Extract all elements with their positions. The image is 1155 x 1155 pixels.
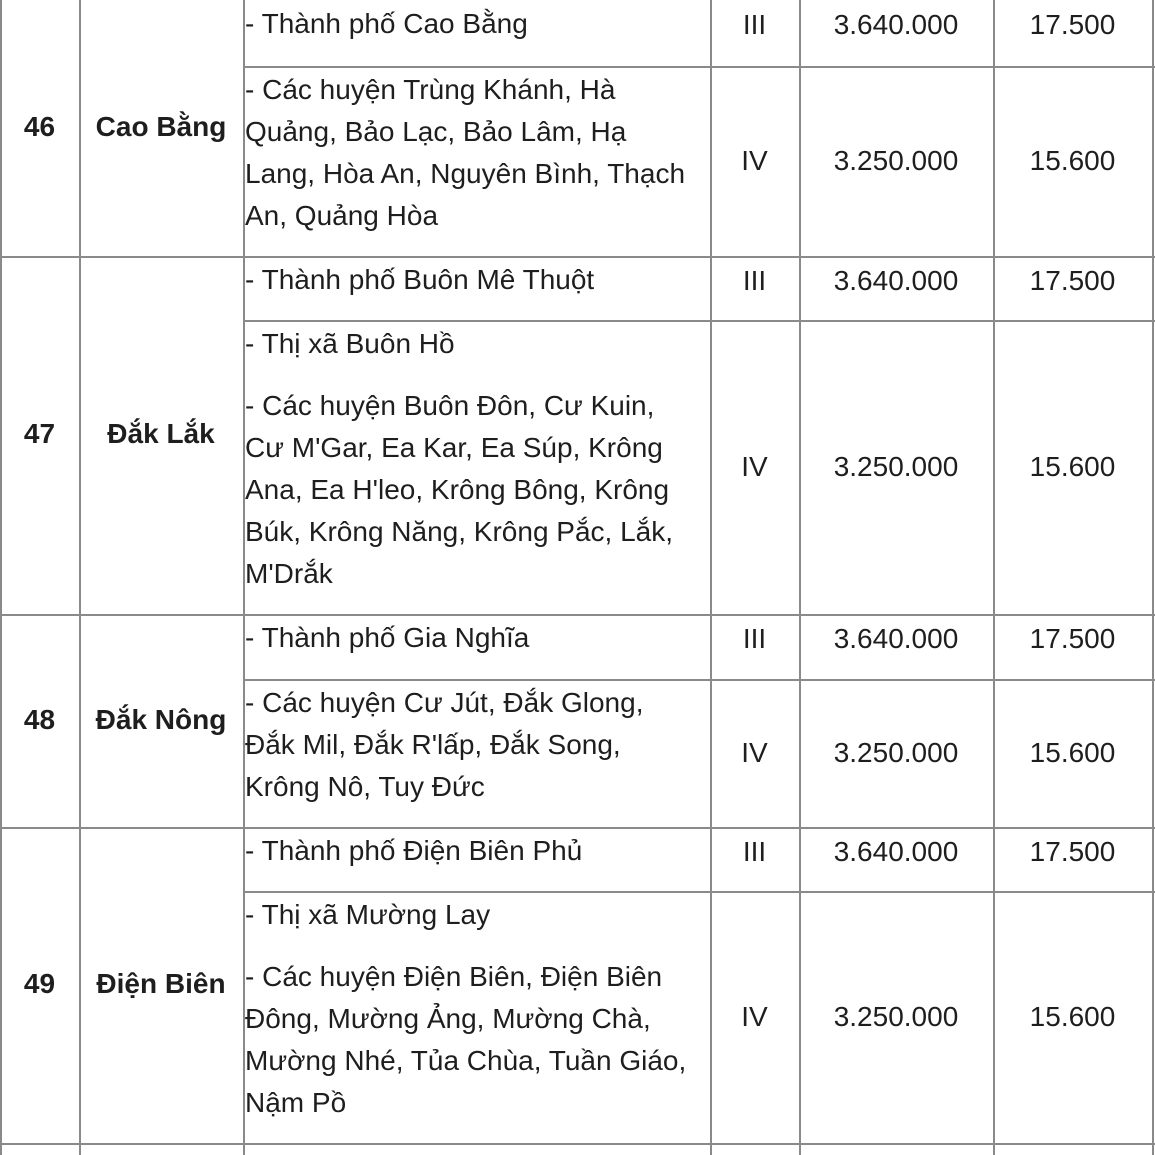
grid-line bbox=[243, 679, 1155, 681]
zone-cell: IV bbox=[741, 737, 768, 768]
area-line: - Thành phố Điện Biên Phủ bbox=[245, 835, 583, 866]
area-line: Búk, Krông Năng, Krông Pắc, Lắk, bbox=[245, 516, 674, 547]
grid-line bbox=[0, 614, 1155, 616]
monthly-wage-cell: 3.640.000 bbox=[833, 9, 959, 40]
zone-cell: III bbox=[742, 623, 767, 654]
zone-cell: III bbox=[742, 265, 767, 296]
area-line: - Thị xã Buôn Hồ bbox=[245, 328, 455, 359]
area-line: Nậm Pồ bbox=[245, 1087, 347, 1118]
area-description bbox=[245, 830, 582, 872]
area-line: An, Quảng Hòa bbox=[245, 200, 439, 231]
area-line: Lang, Hòa An, Nguyên Bình, Thạch bbox=[245, 158, 686, 189]
hourly-wage-cell: 15.600 bbox=[1029, 451, 1116, 482]
row-number: 48 bbox=[23, 703, 56, 735]
province-name: Đắk Lắk bbox=[107, 418, 215, 449]
province-name: Đắk Nông bbox=[95, 703, 227, 735]
area-description bbox=[245, 323, 673, 595]
hourly-wage-cell: 17.500 bbox=[1029, 623, 1116, 654]
area-line: Ana, Ea H'leo, Krông Bông, Krông bbox=[245, 474, 670, 505]
row-number: 46 bbox=[23, 111, 56, 142]
monthly-wage-cell: 3.640.000 bbox=[833, 265, 959, 296]
area-line: - Thành phố Gia Nghĩa bbox=[245, 622, 530, 653]
zone-cell: III bbox=[742, 9, 767, 40]
area-line: - Các huyện Trùng Khánh, Hà bbox=[245, 74, 616, 105]
area-line: - Thị xã Mường Lay bbox=[245, 899, 491, 930]
zone-cell: IV bbox=[741, 451, 768, 482]
zone-cell: IV bbox=[741, 1001, 768, 1032]
area-line: - Thành phố Buôn Mê Thuột bbox=[245, 264, 595, 295]
hourly-wage-cell: 15.600 bbox=[1029, 145, 1116, 176]
grid-line bbox=[243, 891, 1155, 893]
grid-line bbox=[0, 256, 1155, 258]
monthly-wage-cell: 3.250.000 bbox=[833, 737, 959, 768]
zone-cell: III bbox=[742, 836, 767, 867]
area-description bbox=[245, 3, 528, 45]
hourly-wage-cell: 15.600 bbox=[1029, 1001, 1116, 1032]
area-line: Mường Nhé, Tủa Chùa, Tuần Giáo, bbox=[245, 1045, 687, 1076]
area-description bbox=[245, 617, 529, 659]
area-line: Cư M'Gar, Ea Kar, Ea Súp, Krông bbox=[245, 432, 663, 463]
area-description bbox=[245, 894, 686, 1124]
hourly-wage-cell: 17.500 bbox=[1029, 9, 1116, 40]
area-line: Đông, Mường Ảng, Mường Chà, bbox=[245, 1003, 651, 1034]
area-line: - Các huyện Cư Jút, Đắk Glong, bbox=[245, 687, 644, 718]
monthly-wage-cell: 3.640.000 bbox=[833, 836, 959, 867]
area-line bbox=[245, 936, 686, 956]
area-description bbox=[245, 682, 643, 808]
row-number: 49 bbox=[23, 968, 56, 999]
grid-line bbox=[243, 320, 1155, 322]
grid-line bbox=[1152, 0, 1154, 1155]
area-line: Krông Nô, Tuy Đức bbox=[245, 771, 485, 802]
monthly-wage-cell: 3.250.000 bbox=[833, 145, 959, 176]
monthly-wage-cell: 3.250.000 bbox=[833, 1001, 959, 1032]
area-description bbox=[245, 259, 594, 301]
grid-line bbox=[243, 66, 1155, 68]
monthly-wage-cell: 3.250.000 bbox=[833, 451, 959, 482]
area-line: - Thành phố Cao Bằng bbox=[245, 8, 528, 39]
area-line: - Các huyện Điện Biên, Điện Biên bbox=[245, 961, 663, 992]
area-line: Quảng, Bảo Lạc, Bảo Lâm, Hạ bbox=[245, 116, 627, 147]
row-number: 47 bbox=[23, 418, 56, 449]
hourly-wage-cell: 15.600 bbox=[1029, 737, 1116, 768]
grid-line bbox=[0, 827, 1155, 829]
area-line bbox=[245, 365, 673, 385]
hourly-wage-cell: 17.500 bbox=[1029, 836, 1116, 867]
area-line: Đắk Mil, Đắk R'lấp, Đắk Song, bbox=[245, 729, 621, 760]
province-name: Điện Biên bbox=[96, 968, 226, 999]
area-description bbox=[245, 69, 685, 237]
province-name: Cao Bằng bbox=[95, 111, 227, 142]
grid-line bbox=[0, 1143, 1155, 1145]
area-line: - Các huyện Buôn Đôn, Cư Kuin, bbox=[245, 390, 655, 421]
monthly-wage-cell: 3.640.000 bbox=[833, 623, 959, 654]
hourly-wage-cell: 17.500 bbox=[1029, 265, 1116, 296]
zone-cell: IV bbox=[741, 145, 768, 176]
area-line: M'Drắk bbox=[245, 558, 333, 589]
